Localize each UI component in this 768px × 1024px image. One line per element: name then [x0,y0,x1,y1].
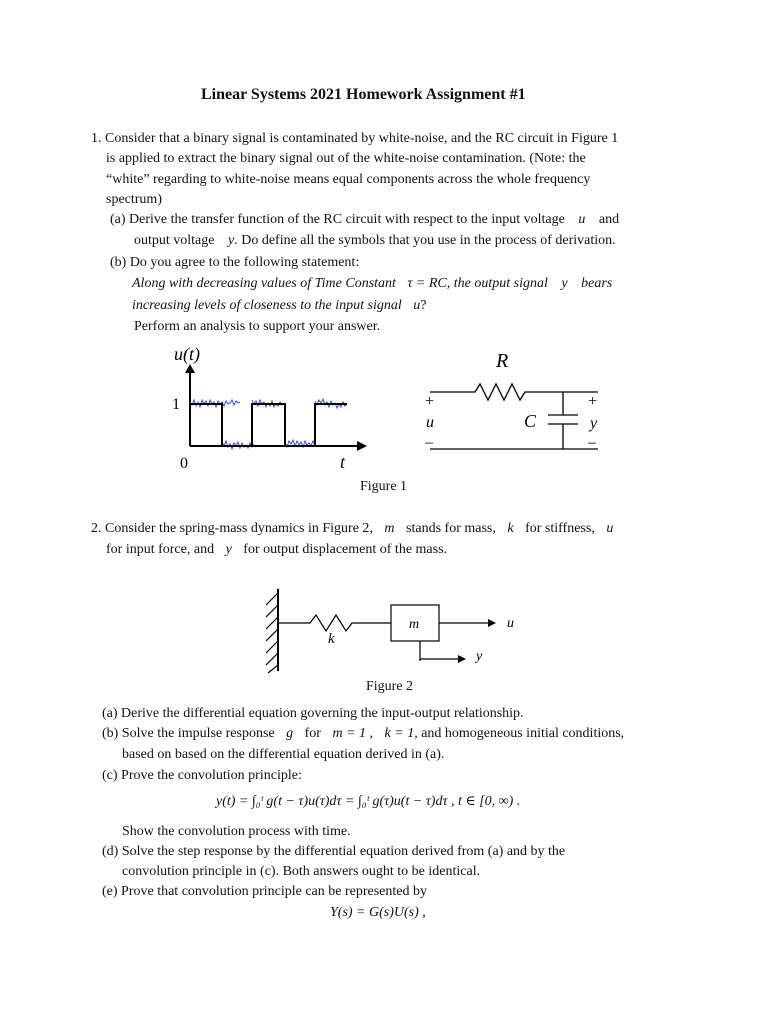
q2b-k-value: k = 1 [384,726,415,741]
q2d-line-2: convolution principle in (c). Both answers ought to be identical. [122,864,481,879]
figure2-spring-mass [258,585,528,675]
q1b-tau: τ = RC [407,276,447,291]
page-title: Linear Systems 2021 Homework Assignment #1 [201,86,526,103]
figure1-origin: 0 [180,455,188,472]
q2b-g-symbol: g [286,726,294,741]
q1b-line: (b) Do you agree to the following statement: [110,255,360,270]
figure1-caption: Figure 1 [360,479,408,494]
figure1-signal-plot [160,340,380,475]
wall-hatching [266,593,278,673]
laplace-equation: Y(s) = G(s)U(s) , [330,905,426,920]
q2c-show: Show the convolution process with time. [122,824,351,839]
q1b-statement-1 [132,275,612,293]
q1b-stmt-post: , the output signal [446,276,548,291]
q1a-text: (a) Derive the transfer function of the RC circuit with respect to the input voltage [110,212,565,227]
q2b-for: for [304,726,321,741]
circuit-minus-right: – [588,434,596,451]
circuit-minus-left: – [425,434,433,451]
q2b-line-1 [102,725,624,743]
q1b-u: u [413,298,421,313]
q2b-conditions: , and homogeneous initial conditions, [414,726,625,741]
q1a-define-text: . Do define all the symbols that you use in the process of derivation. [234,233,616,248]
resistor-wire [430,384,598,400]
q1a-line-1 [110,211,619,229]
q1-line-3: “white” regarding to white-noise means equal components across the whole frequency [106,172,591,187]
figure2-k-label: k [328,631,335,647]
q2-line-1 [91,520,613,538]
q2-output-text: for output displacement of the mass. [243,542,448,557]
q2-mass-text: stands for mass, [406,521,496,536]
q1b-bears: bears [581,276,613,291]
q2a-line: (a) Derive the differential equation governing the input-output relationship. [102,706,524,721]
q2-u-symbol: u [606,521,614,536]
convolution-equation: y(t) = ∫₀ᵗ g(t − τ)u(τ)dτ = ∫₀ᵗ g(τ)u(t − τ)dτ , t ∈ [0, ∞) . [216,794,521,809]
q1b-statement-2 [132,297,426,315]
q1-line-2: is applied to extract the binary signal out of the white-noise contamination. (Note: the [106,151,586,166]
circuit-plus-left: + [425,393,435,410]
figure1-square-wave [190,404,347,446]
figure2-caption: Figure 2 [366,679,414,694]
q2-input-text: for input force, and [106,542,215,557]
q1a-y-symbol: y [228,233,235,248]
circuit-y-label: y [590,415,598,432]
circuit-plus-right: + [588,393,598,410]
q2b-text: (b) Solve the impulse response [102,726,275,741]
q2b-line-2: based on based on the differential equation derived in (a). [122,747,445,762]
q2d-line-1: (d) Solve the step response by the differential equation derived from (a) and by the [102,844,566,859]
q2-line-2 [106,541,447,559]
figure1-level-one: 1 [172,396,180,413]
q1-line-4: spectrum) [106,192,162,207]
q2b-m-value: m = 1 , [332,726,374,741]
q1b-perform: Perform an analysis to support your answer. [134,319,381,334]
circuit-C-label: C [524,411,537,431]
q2-y-symbol: y [225,542,232,557]
q2c-line: (c) Prove the convolution principle: [102,768,302,783]
q1a-output-text: output voltage [134,233,215,248]
q2-intro: 2. Consider the spring-mass dynamics in Figure 2, [91,521,373,536]
figure1-x-arrow [357,441,367,451]
figure1-ylabel: u(t) [174,344,200,364]
q1a-line-2 [134,232,616,250]
q2-stiffness-text: for stiffness, [525,521,595,536]
q2-m-symbol: m [384,521,395,536]
q2-k-symbol: k [507,521,514,536]
circuit-u-label: u [426,414,434,431]
spring [278,615,391,631]
figure1-y-arrow [185,364,195,373]
q1a-u-symbol: u [578,212,586,227]
q1-line-1: 1. Consider that a binary signal is contaminated by white-noise, and the RC circuit in Figure 1 [91,131,619,146]
figure1-noise-bands [190,399,347,449]
figure2-u-label: u [507,616,514,631]
force-arrow-head [488,619,496,627]
q1b-stmt2-text: increasing levels of closeness to the input signal [132,298,402,313]
displacement-arrow-head [458,655,466,663]
figure1-rc-circuit [420,345,610,460]
figure1-t-label: t [340,452,346,472]
q1a-and: and [598,212,620,227]
figure2-m-label: m [409,617,420,632]
q2e-line: (e) Prove that convolution principle can be represented by [102,884,427,899]
q1b-y: y [561,276,568,291]
q1b-question-mark: ? [420,298,427,313]
figure2-y-label: y [476,649,483,664]
circuit-R-label: R [496,350,509,372]
q1b-stmt-text: Along with decreasing values of Time Constant [132,276,396,291]
